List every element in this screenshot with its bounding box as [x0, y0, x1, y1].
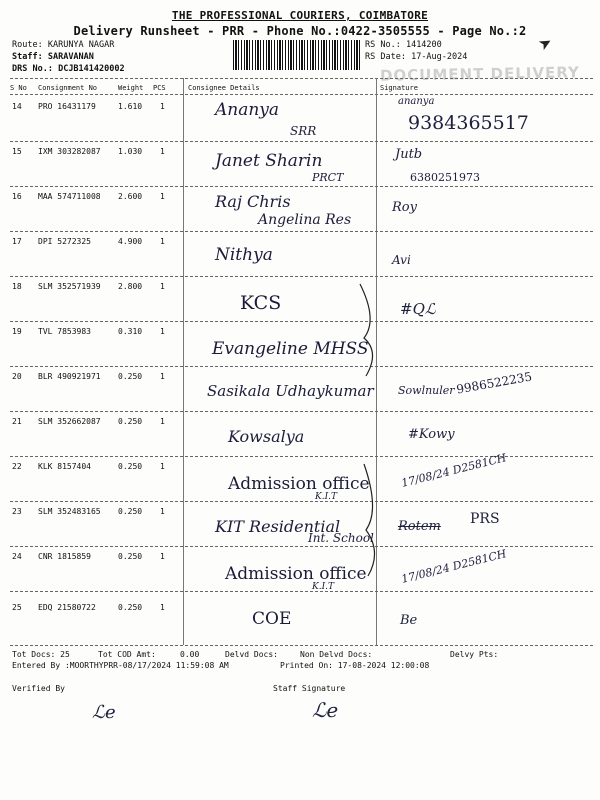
- row-weight: 0.250: [118, 507, 143, 516]
- tot-cod-amount: 0.00: [180, 650, 200, 659]
- table-row: [0, 141, 600, 186]
- rs-no-label: RS No.:: [365, 40, 401, 50]
- row-sno: 22: [12, 462, 22, 471]
- table-row: [0, 546, 600, 591]
- staff-label: Staff:: [12, 52, 43, 62]
- row-consignee-name: Sasikala Udhaykumar: [207, 382, 374, 400]
- table-row: [0, 501, 600, 546]
- row-sno: 19: [12, 327, 22, 336]
- table-top-rule: [10, 78, 593, 79]
- entered-by: Entered By :MOORTHYPRR-08/17/2024 11:59:08 AM: [12, 661, 229, 670]
- row-signature: Sowlnuler: [398, 384, 455, 397]
- col-signature: Signature: [380, 84, 418, 92]
- row-consignment: SLM 352483165: [38, 507, 101, 516]
- row-signature-note: PRS: [470, 511, 500, 527]
- route-line: [12, 40, 114, 50]
- company-title: THE PROFESSIONAL COURIERS, COIMBATORE: [171, 9, 429, 22]
- row-weight: 0.250: [118, 462, 143, 471]
- col-pcs: PCS: [153, 84, 166, 92]
- non-delvd-docs: Non Delvd Docs:: [300, 650, 373, 659]
- row-signature-note: 9384365517: [408, 112, 529, 134]
- col-weight: Weight: [118, 84, 144, 92]
- row-sno: 17: [12, 237, 22, 246]
- row-signature: Roy: [392, 200, 417, 215]
- rs-no-line: [365, 40, 442, 50]
- row-consignment: PRO 16431179: [38, 102, 96, 111]
- row-consignment: KLK 8157404: [38, 462, 91, 471]
- row-signature-note: 17/08/24 D2581CH: [400, 547, 508, 586]
- row-consignee-detail: K.I.T: [312, 582, 335, 592]
- route-label: Route:: [12, 40, 43, 50]
- table-row: [0, 96, 600, 141]
- row-consignment: IXM 303282087: [38, 147, 101, 156]
- row-consignee-name: Kowsalya: [228, 427, 305, 446]
- row-consignee-name: Admission office: [228, 474, 370, 494]
- row-consignment: TVL 7853983: [38, 327, 91, 336]
- table-row: [0, 451, 600, 502]
- delvy-pts: Delvy Pts:: [450, 650, 499, 659]
- row-signature-note: 6380251973: [410, 171, 480, 184]
- row-consignee-name: Janet Sharin: [215, 151, 323, 171]
- row-consignee-detail: Angelina Res: [258, 212, 352, 228]
- row-consignee-name: Admission office: [225, 564, 367, 584]
- table-row: [0, 366, 600, 411]
- rs-no-value: 1414200: [405, 40, 442, 50]
- row-consignee-detail: K.I.T: [315, 492, 338, 502]
- row-pcs: 1: [160, 237, 165, 246]
- tot-docs: Tot Docs: 25: [12, 650, 70, 659]
- staff-line: [12, 52, 94, 62]
- col-sno: S No: [10, 84, 27, 92]
- row-consignee-name: KIT Residential: [215, 517, 341, 536]
- row-consignment: SLM 352662087: [38, 417, 101, 426]
- delvd-docs: Delvd Docs:: [225, 650, 278, 659]
- row-consignee-name: Nithya: [215, 245, 273, 265]
- row-pcs: 1: [160, 102, 165, 111]
- drs-label: DRS No.:: [12, 64, 53, 74]
- row-weight: 2.800: [118, 282, 143, 291]
- tot-cod-label: Tot COD Amt:: [98, 650, 156, 659]
- row-signature: #Qℒ: [400, 300, 436, 318]
- row-signature: Avi: [392, 253, 411, 267]
- row-pcs: 1: [160, 552, 165, 561]
- row-signature: ananya: [398, 96, 435, 107]
- row-sno: 21: [12, 417, 22, 426]
- bracket-scribble: [350, 280, 390, 380]
- drs-value: DCJB141420002: [58, 64, 125, 74]
- row-weight: 4.900: [118, 237, 143, 246]
- row-consignee-name: COE: [252, 609, 292, 629]
- rs-date-line: [365, 52, 467, 62]
- row-consignee-name: KCS: [240, 292, 282, 314]
- row-signature-note: 9986522235: [455, 369, 533, 397]
- drs-line: [12, 64, 125, 74]
- document-delivery-stamp: DOCUMENT DELIVERY: [379, 63, 581, 85]
- route-value: KARUNYA NAGAR: [47, 40, 115, 50]
- row-pcs: 1: [160, 462, 165, 471]
- row-sno: 15: [12, 147, 22, 156]
- row-pcs: 1: [160, 372, 165, 381]
- verified-signature: ℒe: [92, 702, 116, 723]
- row-weight: 1.030: [118, 147, 143, 156]
- staff-signature: ℒe: [312, 698, 339, 722]
- table-row: [0, 186, 600, 231]
- row-weight: 0.250: [118, 552, 143, 561]
- row-consignee-name: Ananya: [215, 100, 280, 120]
- barcode: [233, 40, 360, 70]
- row-pcs: 1: [160, 603, 165, 612]
- row-weight: 0.250: [118, 603, 143, 612]
- row-consignment: MAA 574711008: [38, 192, 101, 201]
- arrow-mark-icon: ➤: [534, 30, 559, 59]
- row-signature: #Kowy: [408, 427, 455, 442]
- row-consignment: DPI 5272325: [38, 237, 91, 246]
- row-consignee-name: Raj Chris: [215, 192, 291, 211]
- row-signature: Rotem: [398, 519, 441, 534]
- row-pcs: 1: [160, 192, 165, 201]
- table-row: [0, 411, 600, 456]
- row-pcs: 1: [160, 327, 165, 336]
- table-bottom-rule: [10, 645, 593, 646]
- table-row: [0, 231, 600, 276]
- col-consignment: Consignment No: [38, 84, 98, 92]
- row-sno: 24: [12, 552, 22, 561]
- printed-on: Printed On: 17-08-2024 12:00:08: [280, 661, 430, 670]
- row-consignee-detail: Int. School: [308, 531, 374, 545]
- col-consignee: Consignee Details: [188, 84, 260, 92]
- bracket-scribble: [350, 460, 390, 580]
- row-weight: 2.600: [118, 192, 143, 201]
- table-header-rule: [10, 94, 593, 95]
- row-pcs: 1: [160, 147, 165, 156]
- row-weight: 0.250: [118, 417, 143, 426]
- row-consignee-detail: PRCT: [312, 171, 344, 184]
- row-consignment: CNR 1815859: [38, 552, 91, 561]
- table-row: [0, 276, 600, 321]
- rs-date-value: 17-Aug-2024: [411, 52, 468, 62]
- row-consignment: EDQ 21580722: [38, 603, 96, 612]
- row-sno: 14: [12, 102, 22, 111]
- row-consignee-name: Evangeline MHSS: [212, 339, 369, 359]
- row-sno: 23: [12, 507, 22, 516]
- row-consignee-detail: SRR: [290, 124, 317, 138]
- table-row: [0, 591, 600, 636]
- table-row: [0, 321, 600, 366]
- runsheet-subtitle: Delivery Runsheet - PRR - Phone No.:0422-3505555 - Page No.:2: [73, 24, 527, 38]
- row-weight: 1.610: [118, 102, 143, 111]
- row-weight: 0.310: [118, 327, 143, 336]
- row-signature: Jutb: [395, 147, 423, 162]
- row-signature: Be: [400, 613, 418, 628]
- row-consignment: SLM 352571939: [38, 282, 101, 291]
- staff-signature-label: Staff Signature: [273, 684, 346, 693]
- row-sno: 20: [12, 372, 22, 381]
- row-weight: 0.250: [118, 372, 143, 381]
- row-signature-note: 17/08/24 D2581CH: [400, 451, 508, 490]
- verified-by-label: Verified By: [12, 684, 65, 693]
- rs-date-label: RS Date:: [365, 52, 406, 62]
- row-sno: 25: [12, 603, 22, 612]
- row-consignment: BLR 490921971: [38, 372, 101, 381]
- row-pcs: 1: [160, 417, 165, 426]
- row-pcs: 1: [160, 282, 165, 291]
- row-pcs: 1: [160, 507, 165, 516]
- row-sno: 18: [12, 282, 22, 291]
- row-sno: 16: [12, 192, 22, 201]
- staff-value: SARAVANAN: [47, 52, 94, 62]
